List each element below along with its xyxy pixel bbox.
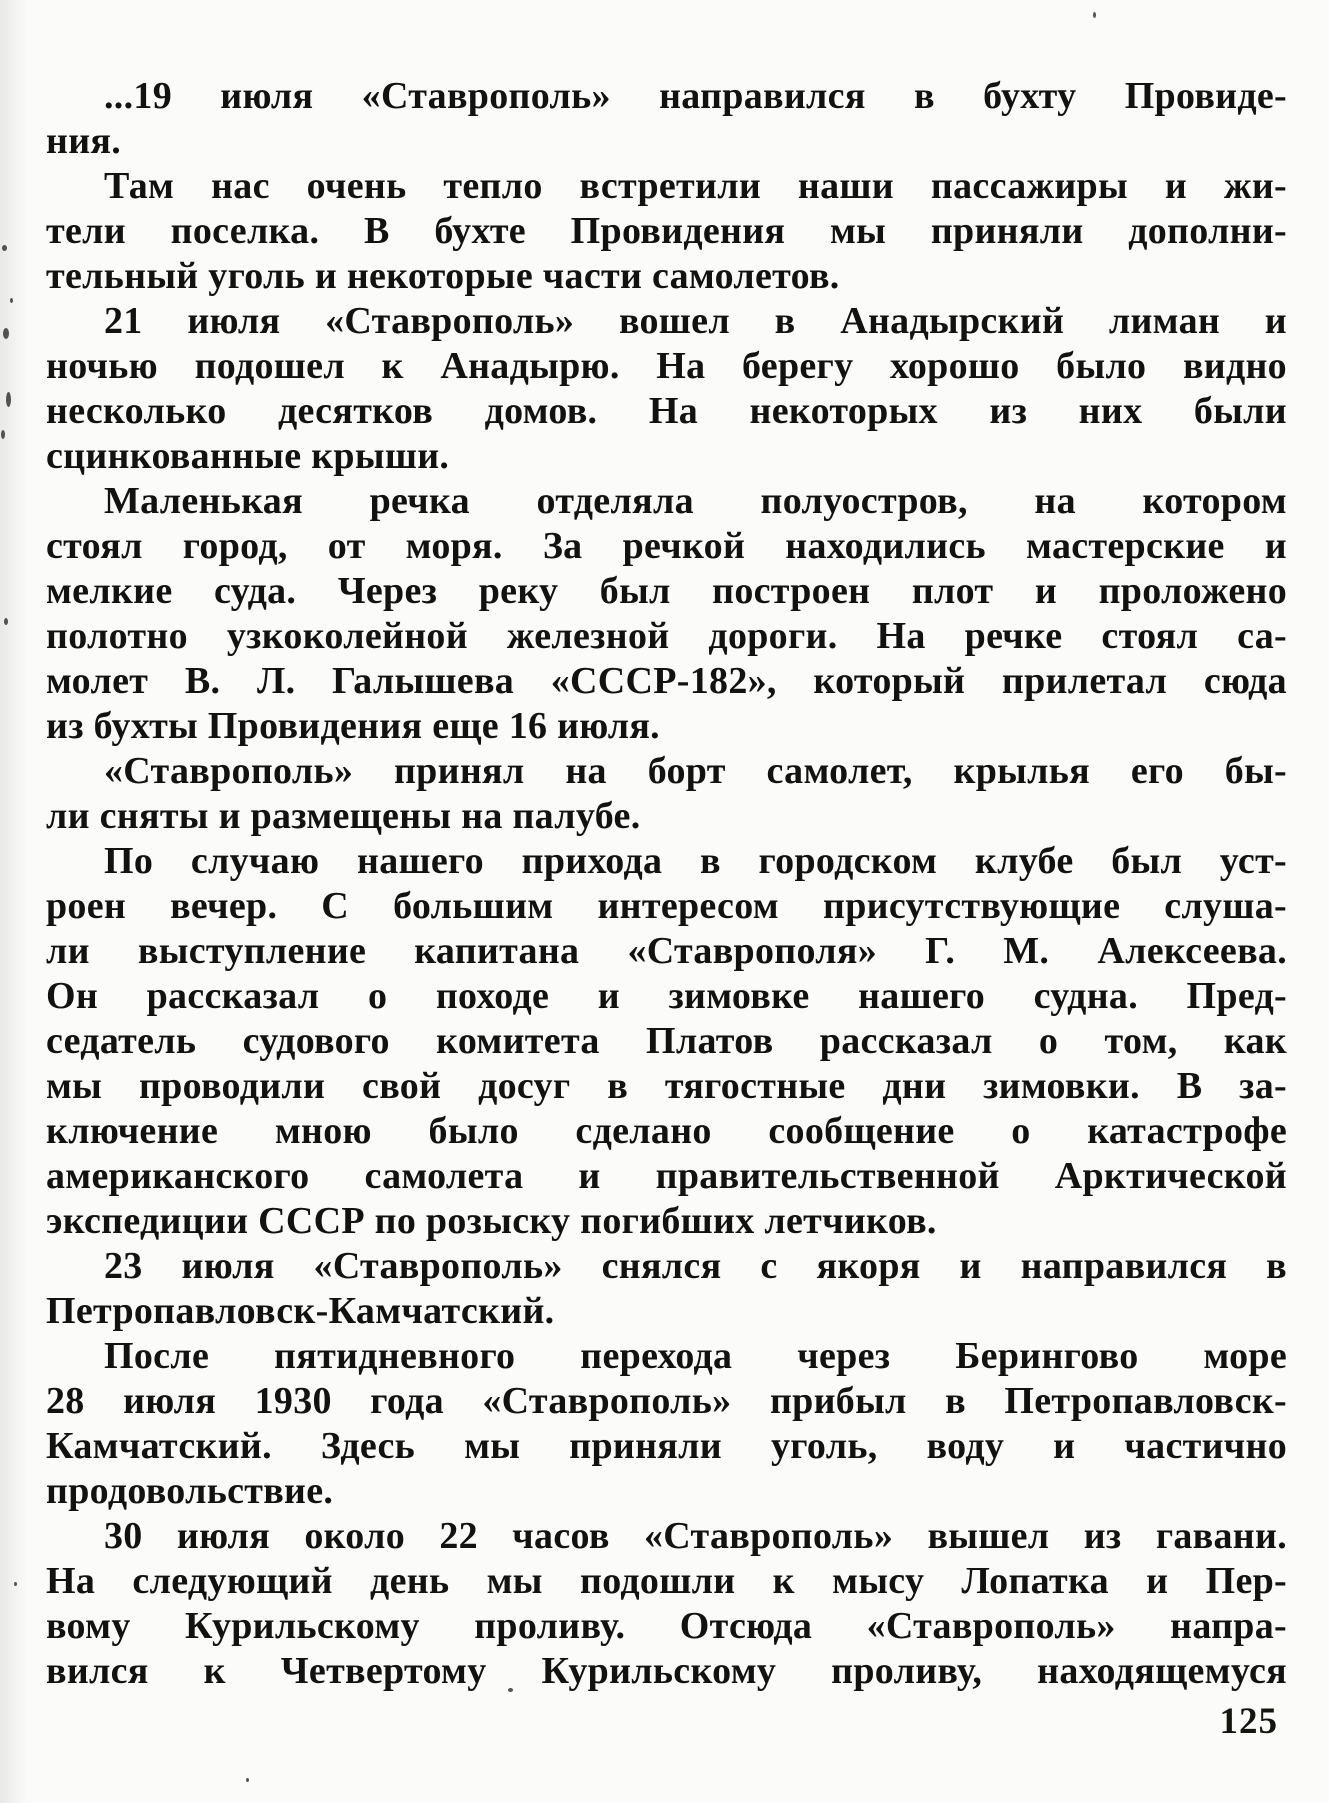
text-line: ключение мною было сделано сообщение о катастрофе [46,1110,1287,1152]
scan-speck [1093,12,1096,18]
text-line: несколько десятков домов. На некоторых из них были [46,390,1287,432]
text-line: седатель судового комитета Платов рассказал о том, как [46,1020,1287,1062]
text-line: «Ставрополь» принял на борт самолет, крылья его бы- [104,750,1287,792]
text-line: сцинкованные крыши. [46,435,450,477]
text-line: 21 июля «Ставрополь» вошел в Анадырский лиман и [104,300,1287,342]
scan-speck [246,1778,249,1782]
text-line: На следующий день мы подошли к мысу Лопатка и Пер- [46,1560,1287,1602]
text-line: мелкие суда. Через реку был построен плот и проложено [46,570,1287,612]
paragraph [46,749,1287,839]
paragraph [46,1334,1287,1514]
text-line: продовольствие. [46,1470,334,1512]
text-line: 30 июля около 22 часов «Ставрополь» вышел из гавани. [104,1515,1287,1557]
text-line: из бухты Провидения еще 16 июля. [46,705,660,747]
scan-speck [6,392,11,407]
text-line: ли выступление капитана «Ставрополя» Г. М. Алексеева. [46,930,1287,972]
text-line: 23 июля «Ставрополь» снялся с якоря и направился в [104,1245,1287,1287]
scan-speck [3,328,9,339]
text-line: вому Курильскому проливу. Отсюда «Ставрополь» напра- [46,1605,1287,1647]
text-line: тели поселка. В бухте Провидения мы приняли дополни- [46,210,1287,252]
text-line: Он рассказал о походе и зимовке нашего судна. Пред- [46,975,1287,1017]
text-line: роен вечер. С большим интересом присутствующие слуша- [46,885,1287,927]
scan-speck [1,430,5,439]
paragraph [46,299,1287,479]
paragraph [46,74,1287,164]
text-line: Там нас очень тепло встретили наши пассажиры и жи- [104,165,1287,207]
book-page [46,74,1287,1694]
text-line: Камчатский. Здесь мы приняли уголь, воду и частично [46,1425,1287,1467]
scan-speck [10,298,13,303]
scan-speck [4,618,8,625]
text-line: полотно узкоколейной железной дороги. На речке стоял са- [46,615,1287,657]
text-line: тельный уголь и некоторые части самолетов. [46,255,840,297]
text-line: ли сняты и размещены на палубе. [46,795,641,837]
paragraph [46,1514,1287,1694]
text-line: ния. [46,120,122,162]
page-number: 125 [1219,1701,1278,1742]
scan-edge-shade [0,0,28,1803]
text-line: Петропавловск-Камчатский. [46,1290,555,1332]
text-line: Маленькая речка отделяла полуостров, на котором [104,480,1287,522]
paragraph [46,479,1287,749]
text-line: По случаю нашего прихода в городском клубе был уст- [104,840,1287,882]
text-line: мы проводили свой досуг в тягостные дни зимовки. В за- [46,1065,1287,1107]
text-line: экспедиции СССР по розыску погибших летчиков. [46,1200,937,1242]
scan-speck [2,245,7,251]
text-line: После пятидневного перехода через Берингово море [104,1335,1287,1377]
scan-speck [14,1582,17,1586]
paragraph [46,164,1287,299]
text-line: стоял город, от моря. За речкой находились мастерские и [46,525,1287,567]
text-line: вился к Четвертому Курильскому проливу, находящемуся [46,1650,1287,1692]
paragraph [46,1244,1287,1334]
paragraph [46,839,1287,1244]
text-line: ночью подошел к Анадырю. На берегу хорошо было видно [46,345,1287,387]
text-line: американского самолета и правительственной Арктической [46,1155,1287,1197]
text-line: 28 июля 1930 года «Ставрополь» прибыл в Петропавловск- [46,1380,1287,1422]
text-line: ...19 июля «Ставрополь» направился в бухту Провиде- [104,75,1287,117]
text-line: молет В. Л. Галышева «СССР-182», который прилетал сюда [46,660,1287,702]
